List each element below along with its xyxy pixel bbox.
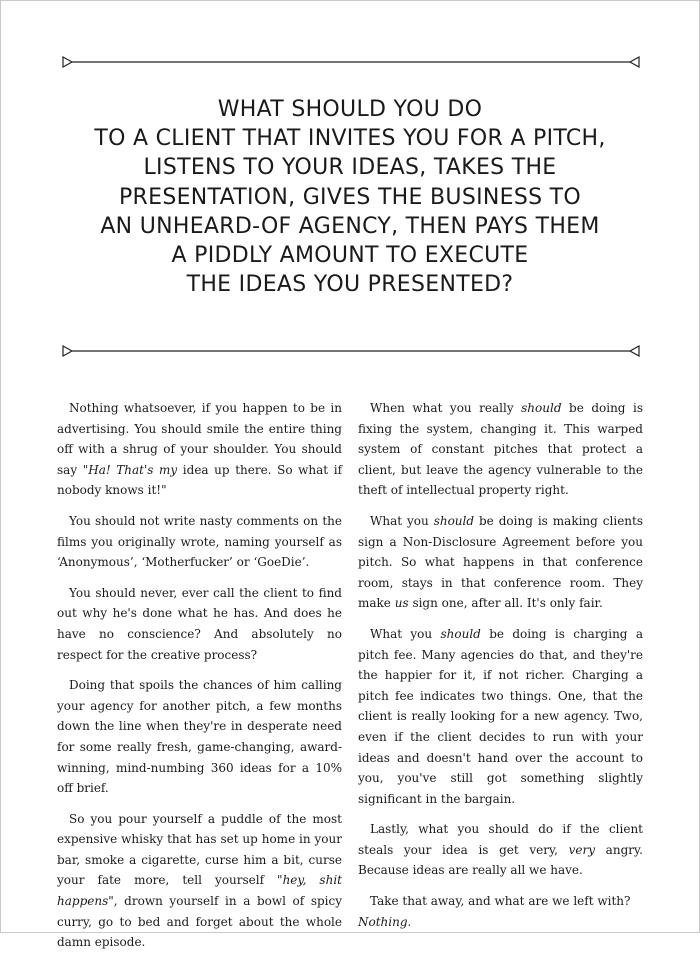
- text-run: When what you really: [370, 401, 522, 415]
- text-run: sign one, after all. It's only fair.: [408, 596, 603, 611]
- text-run: Take that away, and what are we left with?: [370, 894, 631, 909]
- paragraph: [57, 398, 342, 501]
- text-run: Lastly, what you should do if the client steals your idea is get very,: [358, 822, 643, 857]
- headline-line: TO A CLIENT THAT INVITES YOU FOR A PITCH,: [94, 126, 606, 152]
- text-run: be doing is making clients sign a Non-Disclosure Agreement before you pitch. So what happens in that conference room, stays in that conference room. They make: [358, 513, 644, 611]
- paragraph: Doing that spoils the chances of him calling your agency for another pitch, a few months down the line when they're in desperate need for some really fresh, game-changing, award-winning, mind-numbing 360 ideas for a 10% off brief.: [57, 678, 342, 796]
- headline-line: WHAT SHOULD YOU DO: [217, 97, 483, 122]
- paragraph: [358, 624, 643, 809]
- italic-emphasis: us: [394, 596, 409, 611]
- text-run: be doing is fixing the system, changing it. This warped system of constant pitches that protect a client, but leave the agency vulnerable to the theft of intellectual property right.: [358, 401, 643, 498]
- headline: [40, 95, 660, 299]
- headline-line: THE IDEAS YOU PRESENTED?: [186, 272, 514, 298]
- text-run: , drown yourself in a bowl of spicy curry, go to bed and forget about the whole damn episode.: [57, 894, 342, 950]
- paragraph: [57, 809, 342, 953]
- headline-line: PRESENTATION, GIVES THE BUSINESS TO: [118, 184, 582, 210]
- italic-emphasis: Nothing.: [358, 914, 412, 929]
- headline-line: LISTENS TO YOUR IDEAS, TAKES THE: [143, 155, 557, 181]
- right-column: [358, 398, 643, 942]
- top-divider-rule: [62, 56, 640, 68]
- paragraph: [358, 511, 643, 614]
- paragraph: [358, 398, 643, 501]
- paragraph: [358, 891, 643, 932]
- italic-emphasis: should: [521, 401, 562, 415]
- italic-quote: "Ha! That's my: [82, 462, 178, 477]
- left-column: [57, 398, 342, 963]
- headline-line: AN UNHEARD-OF AGENCY, THEN PAYS THEM: [100, 213, 600, 239]
- text-run: What you: [370, 626, 441, 641]
- paragraph: You should not write nasty comments on the films you originally wrote, naming yourself as ‘Anonymous’, ‘Motherfucker’ or ‘GoeDie’.: [57, 513, 342, 570]
- text-run: be doing is charging a pitch fee. Many agencies do that, and they're the happier for it, if not richer. Charging a pitch fee indicates two things. One, that the client is really looking for a new agency. Two, even if the client decides to run with your ideas and doesn't hand over the account to you, you've still got something slightly significant in the bargain.: [358, 626, 644, 806]
- italic-quote: "hey, shit happens": [57, 873, 342, 909]
- text-run: idea up there. So what if nobody knows it!": [57, 462, 343, 498]
- headline-line: A PIDDLY AMOUNT TO EXECUTE: [171, 243, 529, 269]
- italic-emphasis: should: [440, 626, 481, 641]
- text-run: Nothing whatsoever, if you happen to be in advertising. You should smile the entire thing off with a shrug of your shoulder. You should say: [57, 401, 342, 477]
- text-run: So you pour yourself a puddle of the most expensive whisky that has set up home in your bar, smoke a cigarette, curse him a bit, curse your fate more, tell yourself: [57, 811, 342, 888]
- text-run: angry. Because ideas are really all we have.: [358, 842, 643, 878]
- text-run: What you: [370, 513, 434, 528]
- italic-emphasis: should: [433, 513, 475, 528]
- paragraph: You should never, ever call the client to find out why he's done what he has. And does he have no conscience? And absolutely no respect for the creative process?: [57, 585, 342, 662]
- bottom-divider-rule: [62, 345, 640, 357]
- italic-emphasis: very: [568, 842, 596, 857]
- paragraph: [358, 819, 643, 881]
